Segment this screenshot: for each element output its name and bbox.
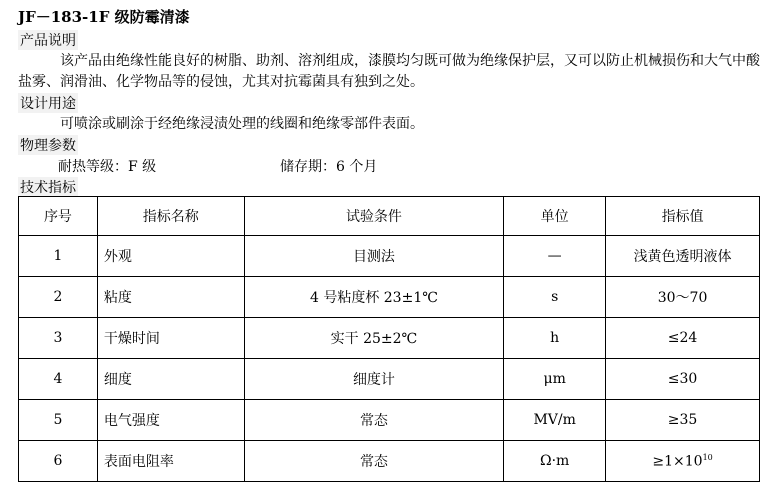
row-unit: MV/m xyxy=(504,400,606,441)
document-title: JF－183-1F 级防霉清漆 xyxy=(18,8,190,26)
row-unit: μm xyxy=(504,359,606,400)
row-index: 2 xyxy=(19,277,98,318)
row-name: 外观 xyxy=(97,236,244,277)
section-heading-usage: 设计用途 xyxy=(18,93,78,113)
row-index: 6 xyxy=(19,441,98,482)
row-name: 表面电阻率 xyxy=(97,441,244,482)
row-unit: Ω·m xyxy=(504,441,606,482)
row-condition: 目测法 xyxy=(244,236,504,277)
storage-text: 储存期：6 个月 xyxy=(280,159,378,175)
row-value: ≤30 xyxy=(606,359,760,400)
spec-table xyxy=(18,196,760,482)
row-index: 1 xyxy=(19,236,98,277)
row-condition: 实干 25±2℃ xyxy=(244,318,504,359)
row-condition: 细度计 xyxy=(244,359,504,400)
table-row xyxy=(19,359,760,400)
table-row xyxy=(19,441,760,482)
row-condition: 常态 xyxy=(244,400,504,441)
row-name: 干燥时间 xyxy=(97,318,244,359)
row-value-exponent: 10 xyxy=(702,452,713,462)
row-value-base: ≥1×10 xyxy=(652,453,703,470)
row-value: 浅黄色透明液体 xyxy=(606,236,760,277)
header-cell: 序号 xyxy=(19,197,98,236)
row-unit: — xyxy=(504,236,606,277)
table-row xyxy=(19,400,760,441)
row-condition: 常态 xyxy=(244,441,504,482)
row-name: 细度 xyxy=(97,359,244,400)
row-unit: h xyxy=(504,318,606,359)
heat-class-text: 耐热等级：F 级 xyxy=(58,159,157,175)
table-row xyxy=(19,277,760,318)
table-header-row xyxy=(19,197,760,236)
row-value: ≥35 xyxy=(606,400,760,441)
row-value: 30～70 xyxy=(606,277,760,318)
row-name: 粘度 xyxy=(97,277,244,318)
row-index: 3 xyxy=(19,318,98,359)
row-index: 5 xyxy=(19,400,98,441)
row-value xyxy=(606,441,760,482)
row-value: ≤24 xyxy=(606,318,760,359)
row-unit: s xyxy=(504,277,606,318)
row-index: 4 xyxy=(19,359,98,400)
header-cell: 指标名称 xyxy=(97,197,244,236)
section-heading-physical: 物理参数 xyxy=(18,135,78,155)
usage-text: 可喷涂或刷涂于经绝缘浸渍处理的线圈和绝缘零部件表面。 xyxy=(60,116,424,132)
description-text: 该产品由绝缘性能良好的树脂、助剂、溶剂组成，漆膜均匀既可做为绝缘保护层，又可以防止机械损伤和大气中酸盐雾、润滑油、化学物品等的侵蚀，尤其对抗霉菌具有独到之处。 xyxy=(18,53,760,90)
header-cell: 单位 xyxy=(504,197,606,236)
table-row xyxy=(19,318,760,359)
section-heading-description: 产品说明 xyxy=(18,30,78,50)
header-cell: 指标值 xyxy=(606,197,760,236)
row-condition: 4 号粘度杯 23±1℃ xyxy=(244,277,504,318)
header-cell: 试验条件 xyxy=(244,197,504,236)
table-row xyxy=(19,236,760,277)
row-name: 电气强度 xyxy=(97,400,244,441)
section-heading-spec: 技术指标 xyxy=(18,177,78,197)
